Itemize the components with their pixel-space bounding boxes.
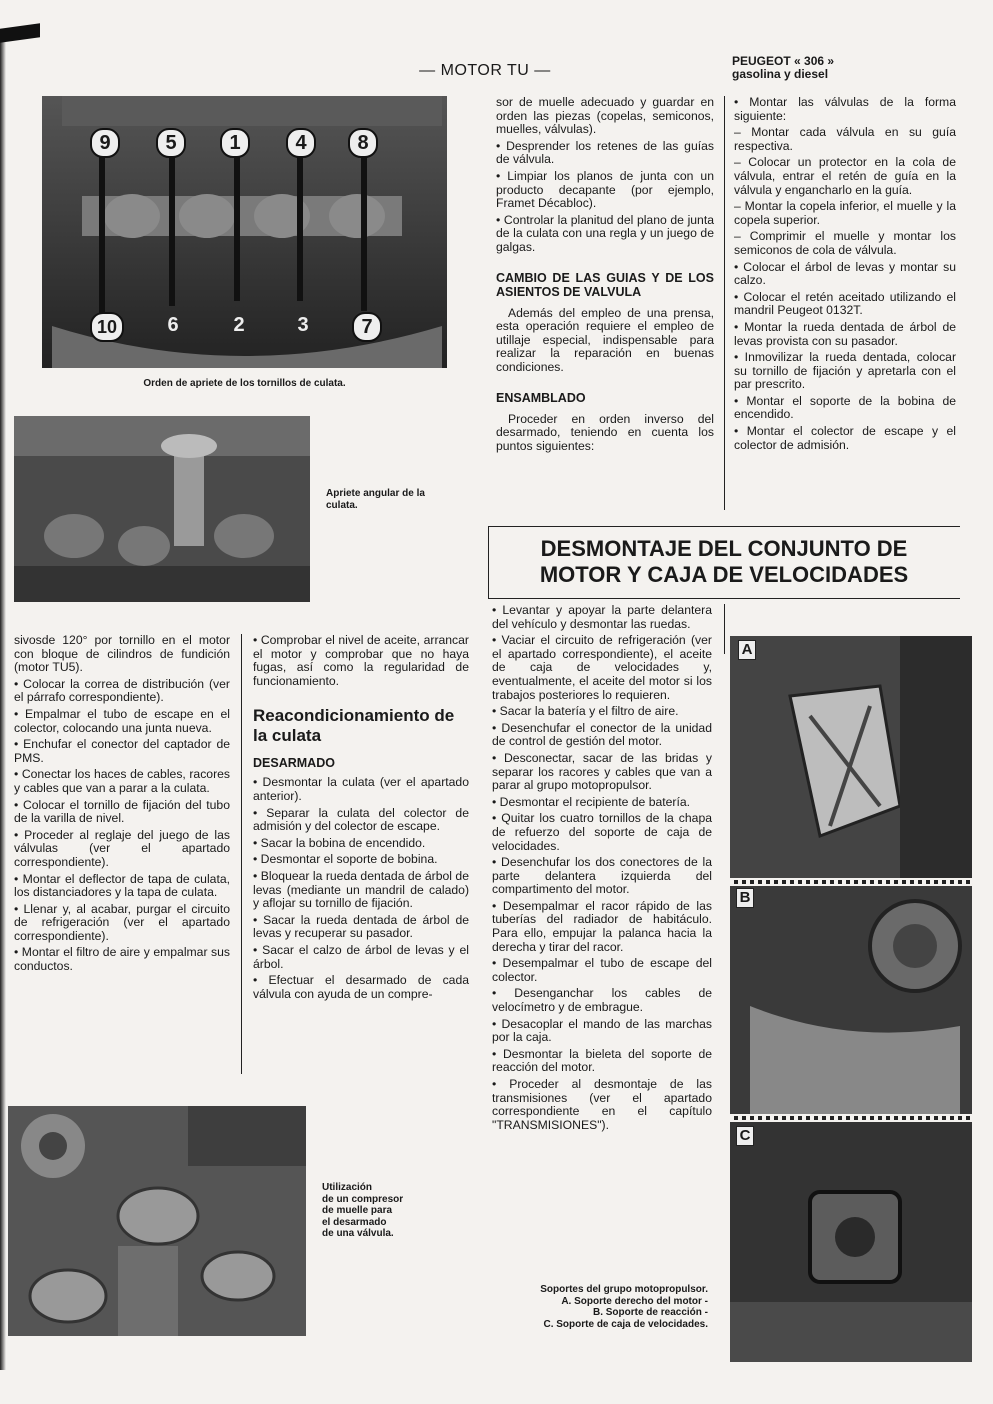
- paragraph: • Bloquear la rueda dentada de árbol de levas (mediante un mandril de calado) y aflojar su tornillo de fijación.: [253, 868, 469, 911]
- paragraph: • Desenchufar el conector de la unidad de control de gestión del motor.: [492, 720, 712, 749]
- paragraph: • Desenganchar los cables de velocímetro y de embrague.: [492, 986, 712, 1015]
- paragraph: • Montar las válvulas de la forma siguiente:: [734, 95, 956, 123]
- bolt-label: 1: [220, 128, 250, 158]
- running-title: — MOTOR TU —: [419, 62, 551, 79]
- paragraph: • Desempalmar el tubo de escape del colector.: [492, 956, 712, 984]
- mount-label-a: A: [738, 640, 756, 660]
- page-edge-shadow: [0, 30, 6, 1370]
- paragraph: sivosde 120° por tornillo en el motor con bloque de cilindros de fundición (motor TU5).: [14, 633, 230, 675]
- col-bottom-middle: [253, 634, 469, 1004]
- column-rule: [241, 634, 242, 1074]
- paragraph: • Sacar la batería y el filtro de aire.: [492, 704, 679, 719]
- heading-reacondicionamiento: Reacondicionamiento de la culata: [253, 706, 455, 746]
- paragraph: • Separar la culata del colector de admisión y del colector de escape.: [253, 805, 469, 834]
- bolt-label: 6: [167, 314, 179, 336]
- paragraph: • Sacar la rueda dentada de árbol de levas y recuperar su pasador.: [253, 912, 469, 941]
- paragraph: • Conectar los haces de cables, racores y cables que van a parar a la culata.: [14, 767, 230, 795]
- paragraph: • Inmovilizar la rueda dentada, colocar su tornillo de fijación y apretarla con el par prescrito.: [734, 350, 956, 392]
- photo-mount-c: [730, 1122, 972, 1362]
- bolt-label: 3: [297, 314, 309, 336]
- heading-desarmado: DESARMADO: [253, 756, 335, 771]
- paragraph: • Colocar el árbol de levas y montar su calzo.: [734, 259, 956, 288]
- paragraph: • Limpiar los planos de junta con un producto decapante (por ejemplo, Framet Décabloc).: [496, 168, 714, 211]
- bolt-label: 2: [233, 314, 245, 336]
- photo-engine-mounts-caption: Soportes del grupo motopropulsor. A. Soporte derecho del motor - B. Soporte de reacción - C. Soporte de caja de velocidades.: [540, 1284, 708, 1330]
- paragraph: • Desempalmar el racor rápido de las tuberías del radiador de habitáculo. Para ello, empujar la palanca hacia la derecha y tirar del racor.: [492, 898, 712, 954]
- mount-label-c: C: [736, 1126, 754, 1146]
- paragraph: • Desmontar el soporte de bobina.: [253, 852, 438, 867]
- paragraph: • Proceder al reglaje del juego de las válvulas (ver el apartado correspondiente).: [14, 827, 230, 869]
- photo-valve-compressor: [8, 1106, 306, 1336]
- paragraph: • Montar el soporte de la bobina de encendido.: [734, 393, 956, 422]
- paragraph: • Controlar la planitud del plano de junta de la culata con una regla y un juego de galgas.: [496, 212, 714, 254]
- photo-mount-b: [730, 886, 972, 1114]
- paragraph: Además del empleo de una prensa, esta operación requiere el empleo de utillaje especial, indispensable para realizar la reparación en buenas condiciones.: [496, 305, 714, 374]
- paragraph: – Montar la copela inferior, el muelle y la copela superior.: [734, 199, 956, 227]
- paragraph: • Montar la rueda dentada de árbol de levas provista con su pasador.: [734, 319, 956, 348]
- bolt-label: 9: [90, 128, 120, 158]
- paragraph: • Comprobar el nivel de aceite, arrancar el motor y comprobar que no haya fugas, así como la regularidad de funcionamiento.: [253, 633, 469, 688]
- column-rule: [724, 96, 725, 510]
- bolt-label: 7: [352, 312, 382, 342]
- paragraph: • Desmontar el recipiente de batería.: [492, 794, 691, 809]
- photo-bolt-order: [42, 96, 447, 368]
- paragraph: • Levantar y apoyar la parte delantera del vehículo y desmontar las ruedas.: [492, 603, 712, 631]
- paragraph: • Colocar la correa de distribución (ver el párrafo correspondiente).: [14, 676, 230, 705]
- perforation: [730, 880, 972, 884]
- paragraph: • Desprender los retenes de las guías de válvula.: [496, 138, 714, 167]
- model-line1: PEUGEOT « 306 »: [732, 54, 835, 68]
- paragraph: • Sacar la bobina de encendido.: [253, 835, 426, 850]
- heading-left-rule: [488, 526, 489, 598]
- paragraph: • Llenar y, al acabar, purgar el circuito de refrigeración (ver el apartado correspondiente).: [14, 901, 230, 943]
- paragraph: • Desacoplar el mando de las marchas por la caja.: [492, 1016, 712, 1045]
- paragraph: • Colocar el tornillo de fijación del tubo de la varilla de nivel.: [14, 797, 230, 826]
- section-heading-desmontaje: DESMONTAJE DEL CONJUNTO DE MOTOR Y CAJA DE VELOCIDADES: [539, 536, 909, 587]
- photo-engine-mounts: [730, 636, 972, 1362]
- paragraph: • Vaciar el circuito de refrigeración (ver el apartado correspondiente), el aceite de caja de velocidades y, eventualmente, el aceite del motor si los trabajos posteriores lo requieren.: [492, 633, 712, 702]
- photo-bolt-order-caption: Orden de apriete de los tornillos de culata.: [143, 378, 346, 389]
- heading-cambio-guias: CAMBIO DE LAS GUIAS Y DE LOS ASIENTOS DE VALVULA: [496, 270, 714, 299]
- heading-ensamblado: ENSAMBLADO: [496, 390, 586, 405]
- bolt-label: 4: [286, 128, 316, 158]
- col-bottom-right: [492, 604, 712, 1135]
- col-bottom-left: [14, 634, 230, 977]
- paragraph: Proceder en orden inverso del desarmado, teniendo en cuenta los puntos siguientes:: [496, 411, 714, 453]
- paragraph: • Efectuar el desarmado de cada válvula con ayuda de un compre-: [253, 973, 469, 1001]
- page-corner-mark: [0, 23, 40, 43]
- column-rule: [724, 604, 725, 654]
- paragraph: • Montar el colector de escape y el colector de admisión.: [734, 424, 956, 452]
- photo-angular-caption: Apriete angular de la culata.: [326, 488, 425, 511]
- paragraph: sor de muelle adecuado y guardar en orden las piezas (copelas, semiconos, muelles, válvulas).: [496, 95, 714, 137]
- paragraph: • Montar el deflector de tapa de culata, los distanciadores y la tapa de culata.: [14, 871, 230, 900]
- photo-mount-a: [730, 636, 972, 878]
- paragraph: • Colocar el retén aceitado utilizando el mandril Peugeot 0132T.: [734, 289, 956, 318]
- mount-label-b: B: [736, 888, 754, 908]
- photo-angular-tightening: [14, 416, 310, 602]
- paragraph: • Desconectar, sacar de las bridas y separar los racores y cables que van a parar al grupo motopropulsor.: [492, 750, 712, 793]
- paragraph: • Sacar el calzo de árbol de levas y el árbol.: [253, 942, 469, 971]
- paragraph: • Desmontar la culata (ver el apartado anterior).: [253, 775, 469, 803]
- col-top-right: [734, 96, 956, 455]
- paragraph: • Empalmar el tubo de escape en el colector, colocando una junta nueva.: [14, 706, 230, 735]
- paragraph: • Montar el filtro de aire y empalmar sus conductos.: [14, 945, 230, 974]
- photo-valve-caption: Utilización de un compresor de muelle para el desarmado de una válvula.: [322, 1182, 404, 1239]
- paragraph: • Desenchufar los dos conectores de la parte delantera izquierda del compartimento del motor.: [492, 855, 712, 897]
- model-line2: gasolina y diesel: [732, 67, 829, 81]
- col-top-middle: [496, 96, 714, 456]
- paragraph: – Comprimir el muelle y montar los semiconos de cola de válvula.: [734, 229, 956, 257]
- model-title: [732, 55, 882, 81]
- paragraph: • Desmontar la bieleta del soporte de reacción del motor.: [492, 1046, 712, 1075]
- paragraph: – Colocar un protector en la cola de válvula, entrar el retén de guía en la válvula y engancharlo en la guía.: [734, 155, 956, 197]
- heading-top-rule: [488, 526, 960, 527]
- paragraph: • Quitar los cuatro tornillos de la chapa de refuerzo del soporte de caja de velocidades.: [492, 811, 712, 853]
- paragraph: – Montar cada válvula en su guía respectiva.: [734, 125, 956, 153]
- paragraph: • Proceder al desmontaje de las transmisiones (ver el apartado correspondiente en el capítulo "TRANSMISIONES").: [492, 1077, 712, 1132]
- perforation: [730, 1116, 972, 1120]
- heading-bottom-rule: [488, 598, 960, 599]
- bolt-label: 10: [90, 312, 124, 342]
- paragraph: • Enchufar el conector del captador de PMS.: [14, 737, 230, 765]
- bolt-label: 5: [156, 128, 186, 158]
- bolt-label: 8: [348, 128, 378, 158]
